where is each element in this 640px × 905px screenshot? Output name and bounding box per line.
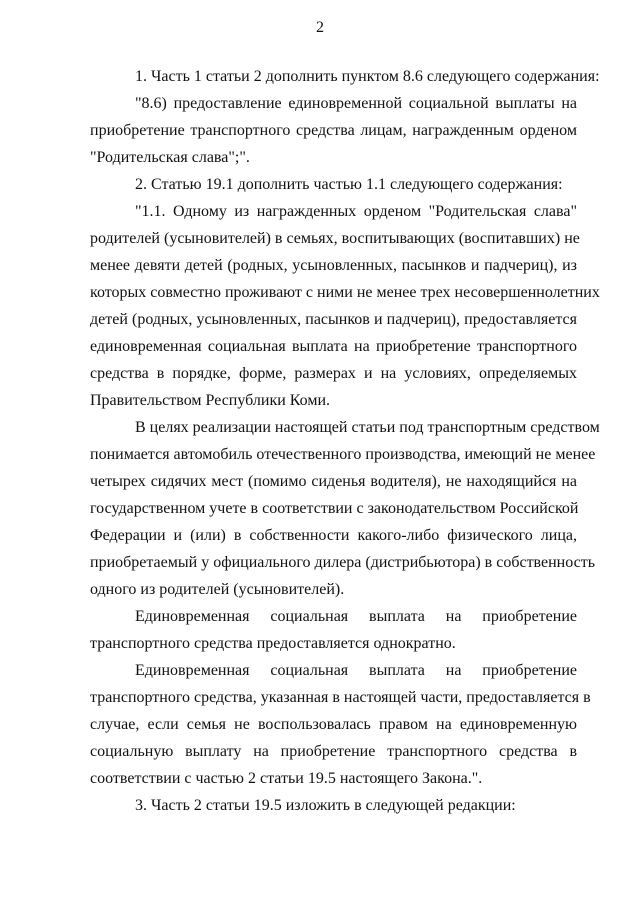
text-line: 3. Часть 2 статьи 19.5 изложить в следующей редакции: [135,797,516,814]
text-line: социальную выплату на приобретение транспортного средства в [90,743,577,760]
text-line: одного из родителей (усыновителей). [90,581,345,598]
text-line: "Родительская слава";". [90,149,250,166]
text-line: транспортного средства, указанная в настоящей части, предоставляется в [90,689,591,706]
text-line: 2. Статью 19.1 дополнить частью 1.1 следующего содержания: [135,176,563,193]
text-line: "1.1. Одному из награжденных орденом "Родительская слава" [135,203,577,220]
text-line: Единовременная социальная выплата на приобретение [135,608,577,625]
text-line: приобретаемый у официального дилера (дистрибьютора) в собственность [90,554,596,571]
text-line: детей (родных, усыновленных, пасынков и падчериц), предоставляется [90,311,577,328]
text-line: случае, если семья не воспользовалась правом на единовременную [90,716,577,733]
text-line: родителей (усыновителей) в семьях, воспитывающих (воспитавших) не [90,230,580,247]
text-line: понимается автомобиль отечественного производства, имеющий не менее [90,446,596,463]
text-line: соответствии с частью 2 статьи 19.5 настоящего Закона.". [90,770,483,787]
text-line: государственном учете в соответствии с законодательством Российской [90,500,579,517]
text-line: В целях реализации настоящей статьи под транспортным средством [135,419,600,436]
text-line: Правительством Республики Коми. [90,392,331,409]
text-line: Единовременная социальная выплата на приобретение [135,662,577,679]
text-line: транспортного средства предоставляется однократно. [90,635,456,652]
text-line: средства в порядке, форме, размерах и на условиях, определяемых [90,365,577,382]
text-line: которых совместно проживают с ними не менее трех несовершеннолетних [90,284,600,301]
text-line: Федерации и (или) в собственности какого-либо физического лица, [90,527,577,544]
text-line: "8.6) предоставление единовременной социальной выплаты на [135,95,577,112]
page-number: 2 [316,19,324,36]
text-line: единовременная социальная выплата на приобретение транспортного [90,338,577,355]
text-line: менее девяти детей (родных, усыновленных, пасынков и падчериц), из [90,257,577,274]
text-line: приобретение транспортного средства лицам, награжденным орденом [90,122,577,139]
text-line: четырех сидячих мест (помимо сиденья водителя), не находящийся на [90,473,577,490]
text-line: 1. Часть 1 статьи 2 дополнить пунктом 8.6 следующего содержания: [135,68,600,85]
